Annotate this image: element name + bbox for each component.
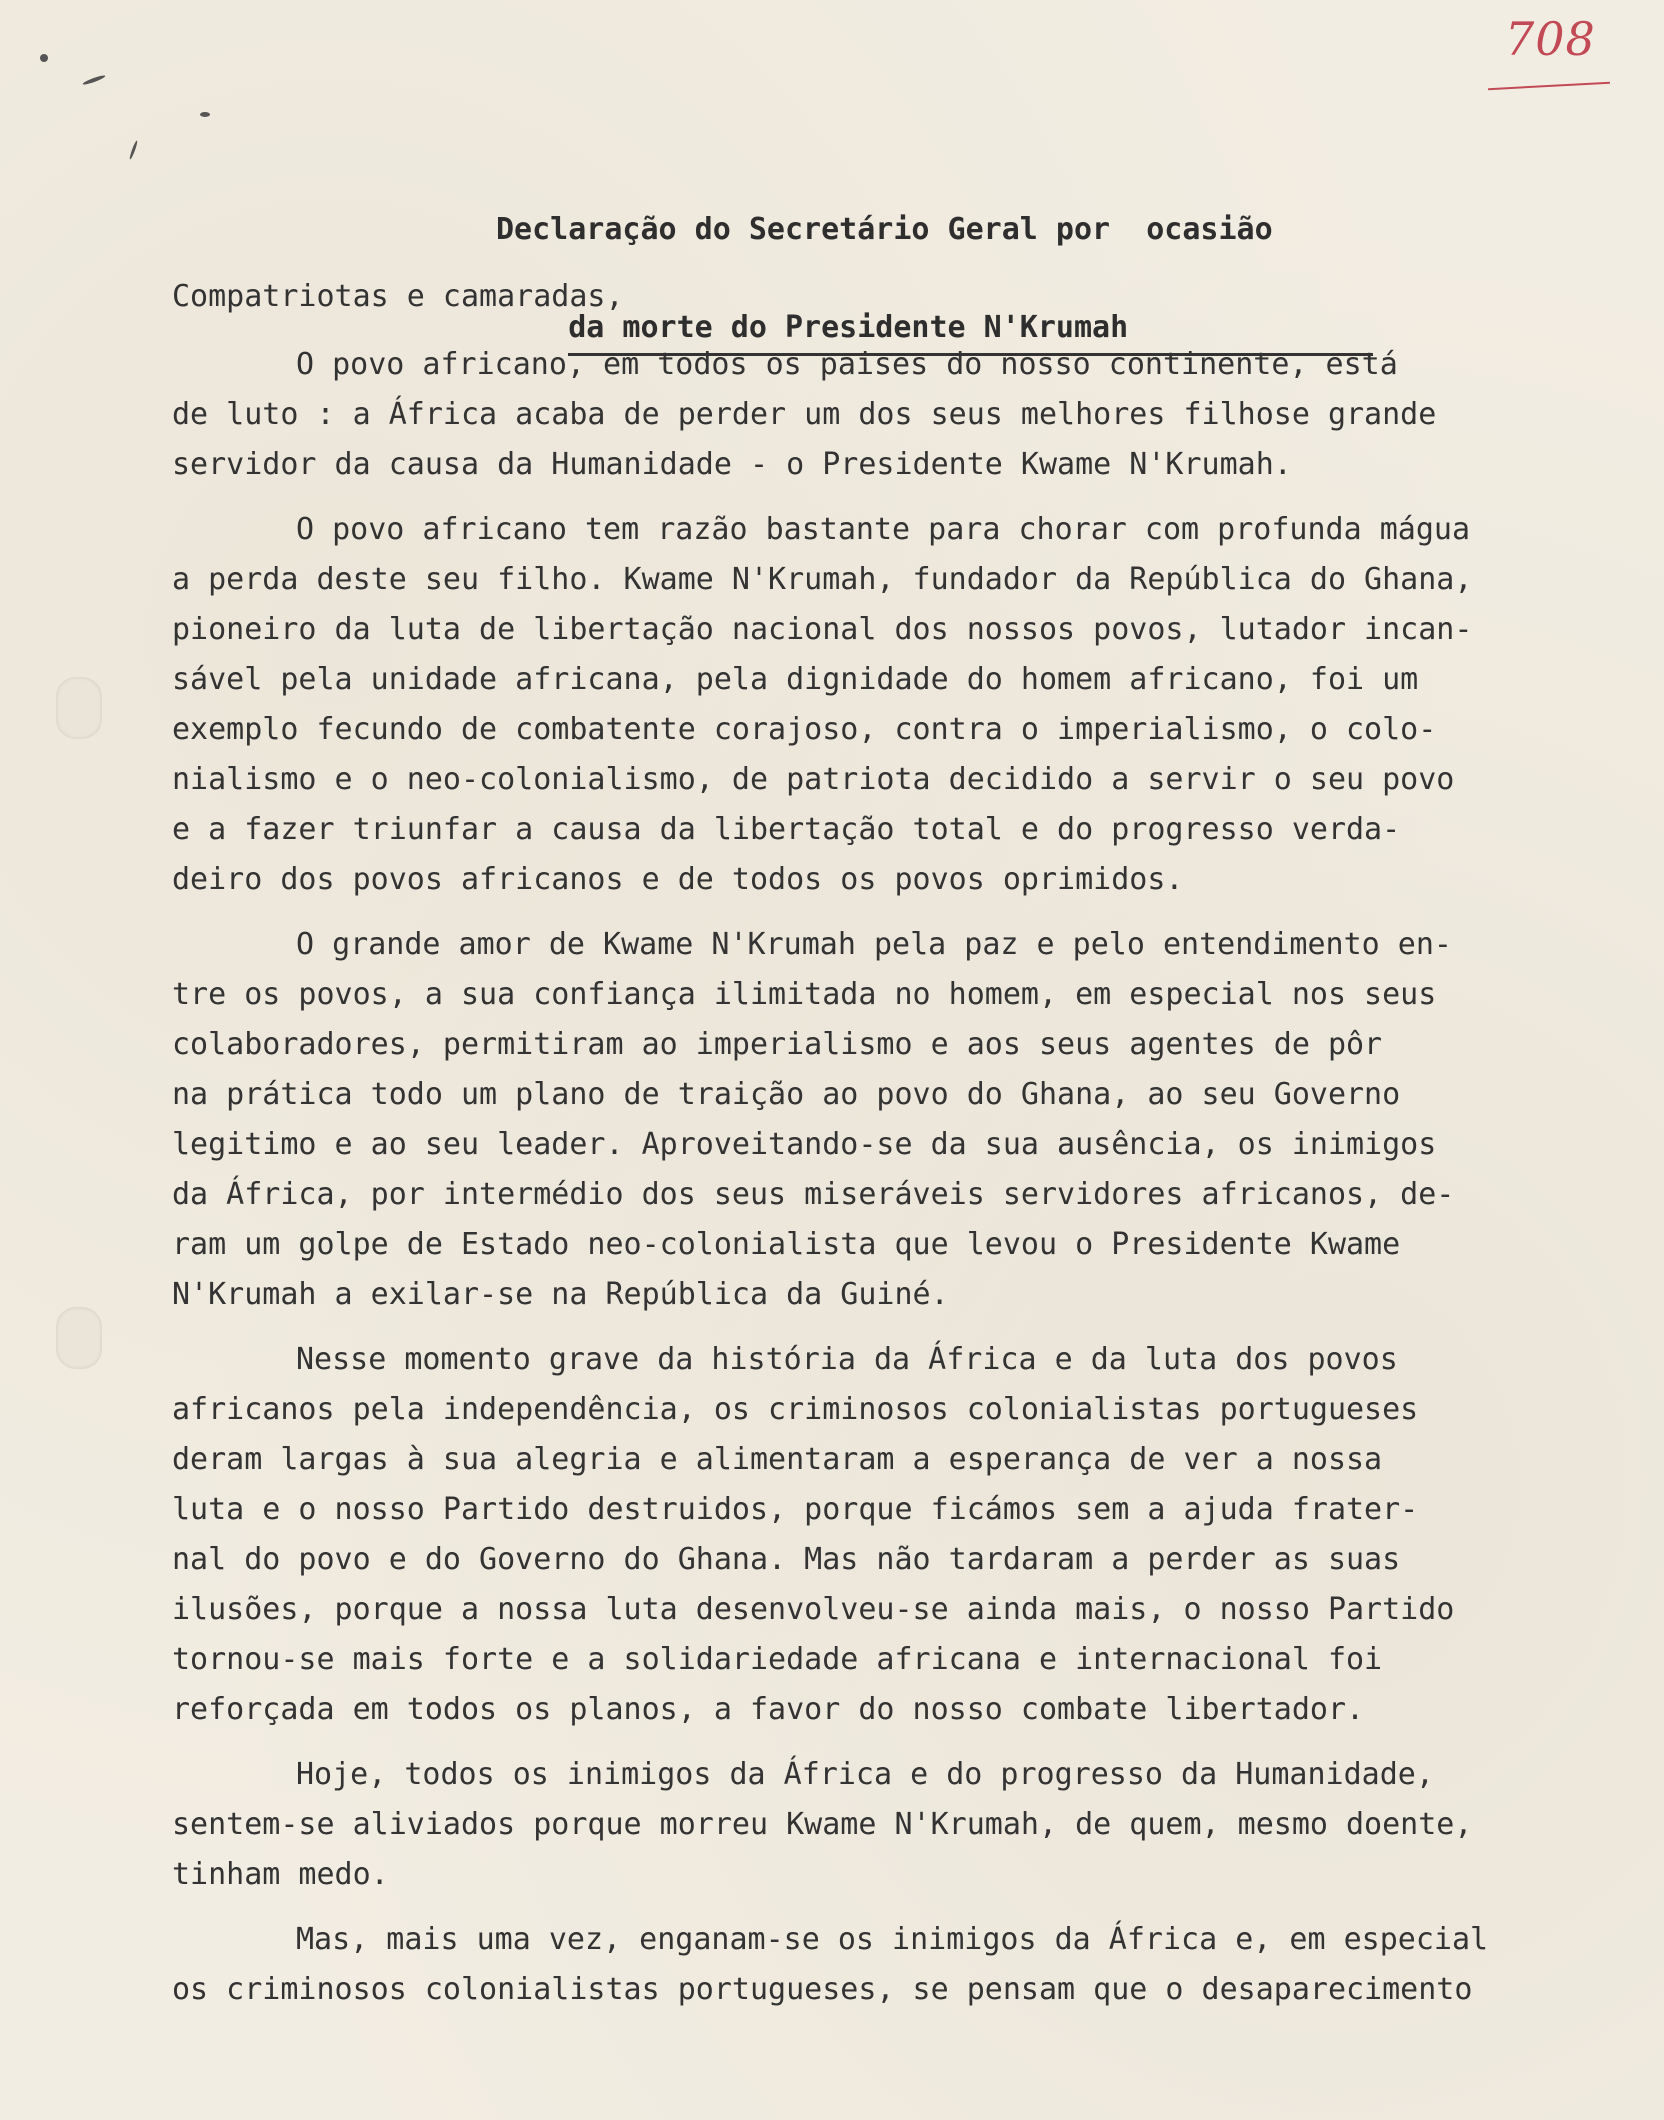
text-line: O povo africano tem razão bastante para chorar com profunda mágua bbox=[296, 512, 1470, 547]
greeting-paragraph bbox=[172, 272, 1642, 322]
document-body bbox=[172, 272, 1642, 2030]
text-line: Hoje, todos os inimigos da África e do progresso da Humanidade, bbox=[296, 1757, 1434, 1792]
ink-mark bbox=[200, 112, 210, 117]
punch-hole-top bbox=[56, 677, 102, 739]
text-line: ram um golpe de Estado neo-colonialista que levou o Presidente Kwame bbox=[172, 1227, 1401, 1262]
text-line: exemplo fecundo de combatente corajoso, contra o imperialismo, o colo- bbox=[172, 712, 1437, 747]
text-line: na prática todo um plano de traição ao povo do Ghana, ao seu Governo bbox=[172, 1077, 1401, 1112]
text-line: O povo africano, em todos os paises do nosso continente, está bbox=[296, 347, 1398, 382]
text-line: a perda deste seu filho. Kwame N'Krumah, fundador da República do Ghana, bbox=[172, 562, 1473, 597]
text-line: tre os povos, a sua confiança ilimitada no homem, em especial nos seus bbox=[172, 977, 1437, 1012]
text-line: deram largas à sua alegria e alimentaram a esperança de ver a nossa bbox=[172, 1442, 1383, 1477]
text-line: luta e o nosso Partido destruidos, porque ficámos sem a ajuda frater- bbox=[172, 1492, 1419, 1527]
text-line: deiro dos povos africanos e de todos os povos oprimidos. bbox=[172, 862, 1184, 897]
title-line-1: Declaração do Secretário Geral por ocasião bbox=[496, 212, 1273, 247]
text-line: colaboradores, permitiram ao imperialismo e aos seus agentes de pôr bbox=[172, 1027, 1383, 1062]
text-line: sável pela unidade africana, pela dignidade do homem africano, foi um bbox=[172, 662, 1419, 697]
paragraph bbox=[172, 1750, 1642, 1900]
paragraph bbox=[172, 505, 1642, 905]
punch-hole-bottom bbox=[56, 1307, 102, 1369]
text-line: reforçada em todos os planos, a favor do nosso combate libertador. bbox=[172, 1692, 1365, 1727]
text-line: N'Krumah a exilar-se na República da Guiné. bbox=[172, 1277, 949, 1312]
paragraph bbox=[172, 340, 1642, 490]
text-line: nal do povo e do Governo do Ghana. Mas não tardaram a perder as suas bbox=[172, 1542, 1401, 1577]
text-line: africanos pela independência, os criminosos colonialistas portugueses bbox=[172, 1392, 1419, 1427]
ink-mark bbox=[129, 140, 139, 160]
text-line: Nesse momento grave da história da África e da luta dos povos bbox=[296, 1342, 1398, 1377]
paragraph bbox=[172, 920, 1642, 1320]
greeting: Compatriotas e camaradas, bbox=[172, 279, 624, 314]
text-line: O grande amor de Kwame N'Krumah pela paz e pelo entendimento en- bbox=[296, 927, 1452, 962]
text-line: da África, por intermédio dos seus miseráveis servidores africanos, de- bbox=[172, 1177, 1455, 1212]
ink-mark bbox=[40, 54, 48, 62]
text-line: Mas, mais uma vez, enganam-se os inimigos da África e, em especial bbox=[296, 1922, 1489, 1957]
text-line: ilusões, porque a nossa luta desenvolveu-se ainda mais, o nosso Partido bbox=[172, 1592, 1455, 1627]
paragraph bbox=[172, 1915, 1642, 2015]
title-line-2: da morte do Presidente N'Krumah bbox=[568, 303, 1373, 356]
archive-number: 708 bbox=[1505, 12, 1596, 66]
text-line: legitimo e ao seu leader. Aproveitando-se da sua ausência, os inimigos bbox=[172, 1127, 1437, 1162]
text-line: sentem-se aliviados porque morreu Kwame N'Krumah, de quem, mesmo doente, bbox=[172, 1807, 1473, 1842]
text-line: tinham medo. bbox=[172, 1857, 389, 1892]
text-line: tornou-se mais forte e a solidariedade africana e internacional foi bbox=[172, 1642, 1383, 1677]
text-line: de luto : a África acaba de perder um dos seus melhores filhose grande bbox=[172, 397, 1437, 432]
text-line: pioneiro da luta de libertação nacional dos nossos povos, lutador incan- bbox=[172, 612, 1473, 647]
text-line: os criminosos colonialistas portugueses, se pensam que o desaparecimento bbox=[172, 1972, 1473, 2007]
text-line: servidor da causa da Humanidade - o Presidente Kwame N'Krumah. bbox=[172, 447, 1292, 482]
text-line: e a fazer triunfar a causa da libertação total e do progresso verda- bbox=[172, 812, 1401, 847]
ink-mark bbox=[82, 74, 106, 86]
archive-number-underline bbox=[1488, 82, 1610, 90]
text-line: nialismo e o neo-colonialismo, de patriota decidido a servir o seu povo bbox=[172, 762, 1455, 797]
paragraph bbox=[172, 1335, 1642, 1735]
